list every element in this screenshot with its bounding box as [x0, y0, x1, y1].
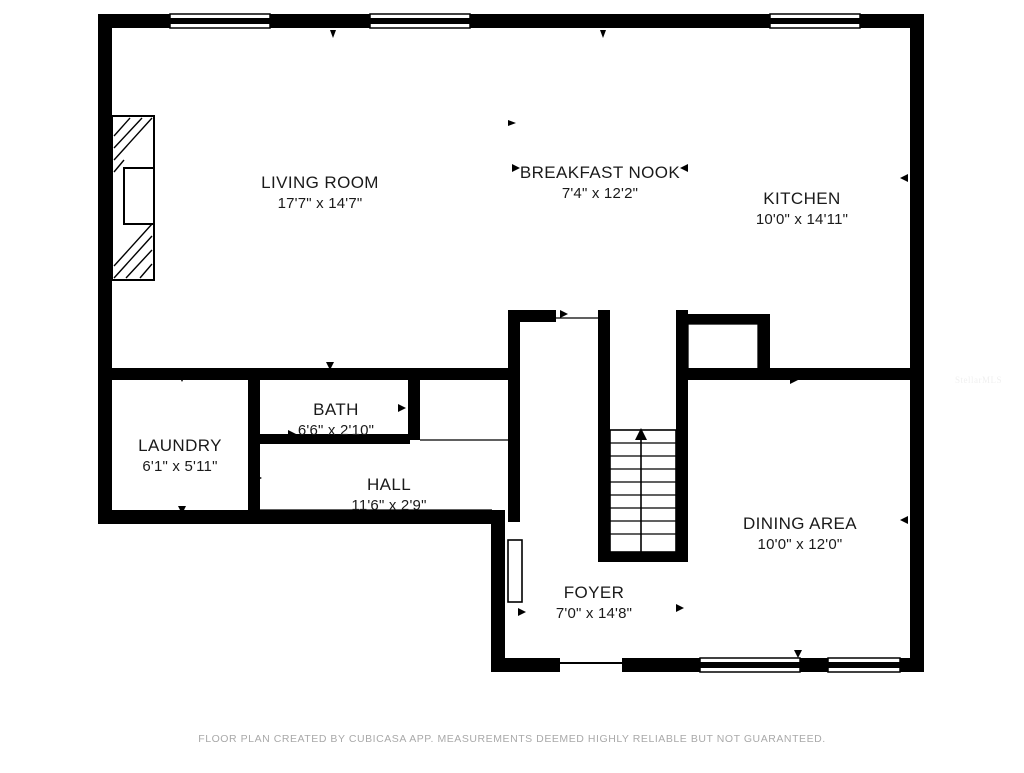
room-name: LIVING ROOM — [261, 172, 379, 192]
room-name: FOYER — [563, 582, 625, 602]
room-dimensions: 7'0" x 14'8" — [555, 605, 633, 623]
window-group-bottom — [560, 658, 900, 672]
watermark: StellarMLS — [955, 375, 1002, 385]
room-dimensions: 7'4" x 12'2" — [561, 185, 639, 203]
room-name: LAUNDRY — [138, 435, 222, 455]
room-name: HALL — [366, 474, 412, 494]
room-dimensions: 10'0" x 14'11" — [755, 211, 849, 229]
room-name: BATH — [313, 399, 359, 419]
room-dimensions: 6'1" x 5'11" — [142, 458, 218, 476]
entry-door — [508, 540, 522, 602]
room-dimensions: 11'6" x 2'9" — [351, 497, 427, 515]
room-dimensions: 17'7" x 14'7" — [277, 195, 363, 213]
doorway-arrow-markers — [178, 30, 908, 658]
room-name: KITCHEN — [763, 188, 841, 208]
room-name: BREAKFAST NOOK — [519, 162, 681, 182]
room-name: DINING AREA — [743, 513, 857, 533]
interior-walls — [98, 310, 924, 562]
room-dimensions: 6'6" x 2'10" — [297, 422, 375, 440]
staircase — [610, 428, 676, 552]
kitchen-pantry-outline — [688, 324, 758, 370]
disclaimer-text: FLOOR PLAN CREATED BY CUBICASA APP. MEASUREMENTS DEEMED HIGHLY RELIABLE BUT NOT GUARANTEED. — [198, 733, 826, 745]
fireplace-icon — [112, 116, 154, 280]
room-dimensions: 10'0" x 12'0" — [757, 536, 843, 554]
